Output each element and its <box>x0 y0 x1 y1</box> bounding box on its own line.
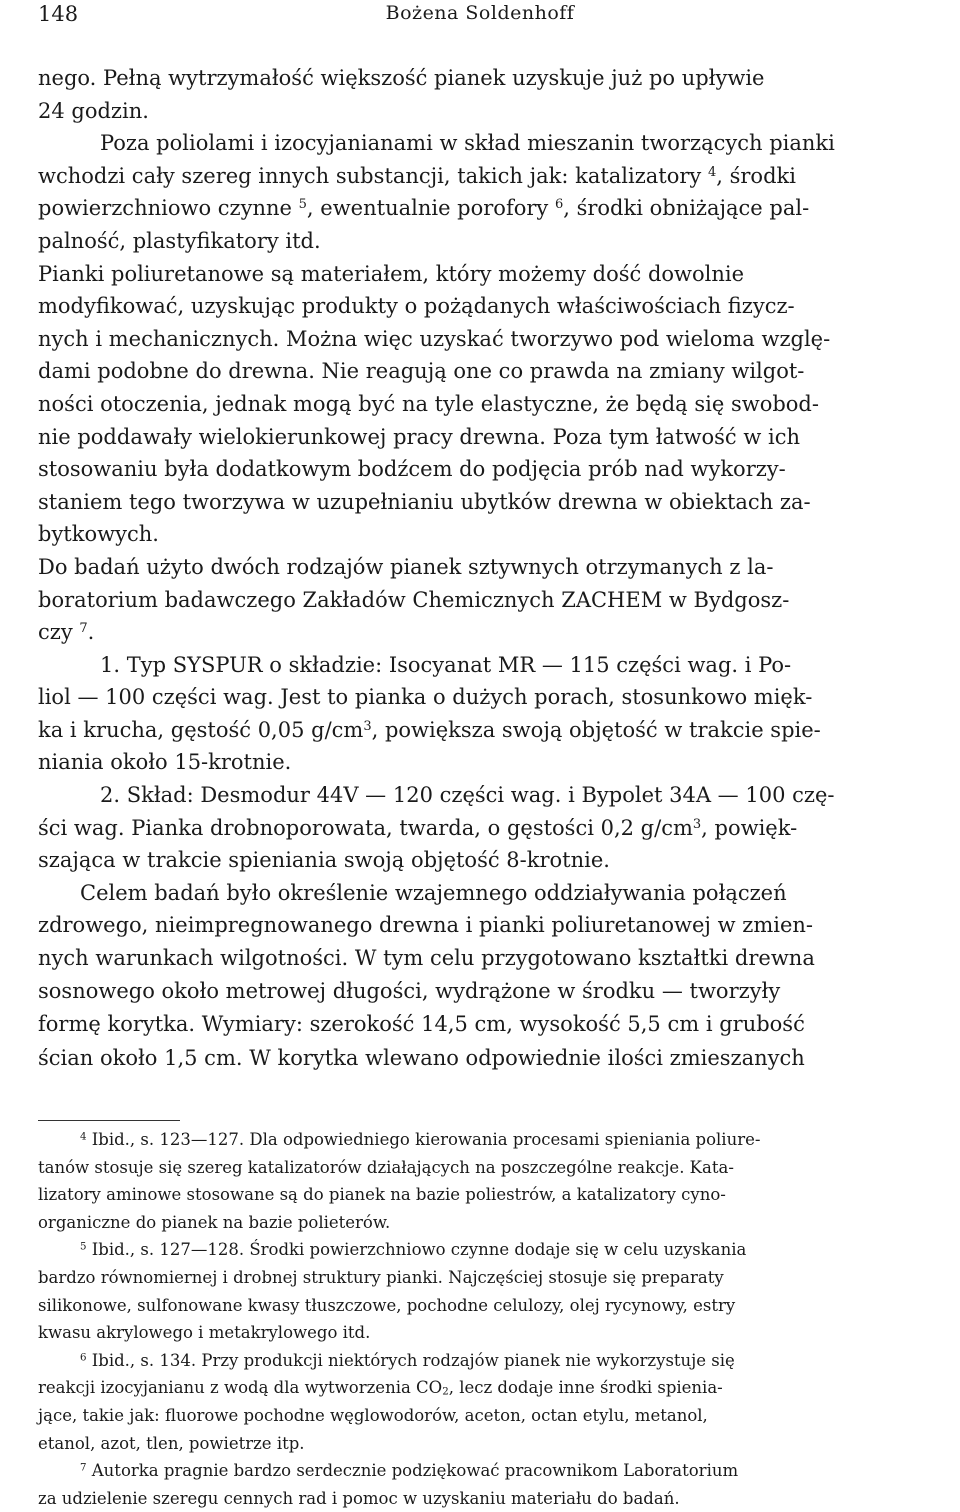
text-line: sosnowego około metrowej długości, wydrążone w środku — tworzyły <box>38 978 781 1003</box>
text-line: 1. Typ SYSPUR o składzie: Isocyanat MR — 115 części wag. i Po- <box>100 652 792 677</box>
footnote-line: kwasu akrylowego i metakrylowego itd. <box>38 1323 371 1343</box>
footnote-divider <box>38 1120 180 1121</box>
text-line: dami podobne do drewna. Nie reagują one co prawda na zmiany wilgot- <box>38 359 805 384</box>
footnote-ref-7: 7 <box>79 620 88 636</box>
footnote-line: lizatory aminowe stosowane są do pianek na bazie poliestrów, a katalizatory cyno- <box>38 1185 726 1205</box>
page-header <box>0 0 960 30</box>
text-line: nych warunkach wilgotności. W tym celu przygotowano kształtki drewna <box>38 946 815 971</box>
footnotes <box>38 1126 958 1512</box>
text-line: staniem tego tworzywa w uzupełnianiu ubytków drewna w obiektach za- <box>38 489 811 514</box>
text-line: szająca w trakcie spieniania swoją objętość 8-krotnie. <box>38 848 610 873</box>
text-line: Poza poliolami i izocyjanianami w skład mieszanin tworzących pianki <box>100 131 835 156</box>
page-number: 148 <box>38 2 79 26</box>
footnote-ref-5: 5 <box>298 197 307 213</box>
text-line: bytkowych. <box>38 522 159 547</box>
footnote-line: silikonowe, sulfonowane kwasy tłuszczowe, pochodne celulozy, olej rycynowy, estry <box>38 1295 736 1315</box>
footnote-5: $^5$ Ibid., s. 127—128. Środki powierzchniowo czynne dodaje się w celu uzyskania <box>80 1240 747 1260</box>
text-line: 2. Skład: Desmodur 44V — 120 części wag. i Bypolet 34A — 100 czę- <box>100 783 835 808</box>
text-line: nego. Pełną wytrzymałość większość pianek uzyskuje już po upływie <box>38 66 765 90</box>
footnote-line: za udzielenie szeregu cennych rad i pomoc w uzyskaniu materiału do badań. <box>38 1488 680 1508</box>
text-line: boratorium badawczego Zakładów Chemicznych ZACHEM w Bydgosz- <box>38 587 790 612</box>
text-line: liol — 100 części wag. Jest to pianka o dużych porach, stosunkowo mięk- <box>38 685 813 710</box>
text-line: ności otoczenia, jednak mogą być na tyle elastyczne, że będą się swobod- <box>38 391 819 416</box>
footnote-line: organiczne do pianek na bazie polieterów. <box>38 1212 391 1232</box>
footnote-line: bardzo równomiernej i drobnej struktury pianki. Najczęściej stosuje się preparaty <box>38 1267 724 1287</box>
text-line: niania około 15-krotnie. <box>38 750 292 775</box>
footnote-4: $^4$ Ibid., s. 123—127. Dla odpowiedniego kierowania procesami spieniania poliure- <box>80 1130 761 1149</box>
footnote-line: reakcji izocyjanianu z wodą dla wytworzenia $CO_2$, lecz dodaje inne środki spienia- <box>38 1378 723 1398</box>
footnote-ref-4: 4 <box>707 164 717 180</box>
text-line: ścian około 1,5 cm. W korytka wlewano odpowiednie ilości zmieszanych <box>38 1045 805 1070</box>
footnote-ref-6: 6 <box>554 197 564 213</box>
text-line: powierzchniowo czynne $^5$, ewentualnie porofory $^6$, środki obniżające pal- <box>38 196 810 221</box>
text-line: formę korytka. Wymiary: szerokość 14,5 cm, wysokość 5,5 cm i grubość <box>38 1012 805 1037</box>
text-line: czy $^7$. <box>38 620 95 645</box>
body-text <box>38 62 958 1075</box>
footnote-line: jące, takie jak: fluorowe pochodne węglowodorów, aceton, octan etylu, metanol, <box>38 1405 708 1425</box>
text-line: Celem badań było określenie wzajemnego oddziaływania połączeń <box>80 880 787 905</box>
text-line: nie poddawały wielokierunkowej pracy drewna. Poza tym łatwość w ich <box>38 424 800 449</box>
text-line: Pianki poliuretanowe są materiałem, który możemy dość dowolnie <box>38 261 745 286</box>
footnote-line: etanol, azot, tlen, powietrze itp. <box>38 1433 305 1453</box>
footnote-6: $^6$ Ibid., s. 134. Przy produkcji niektórych rodzajów pianek nie wykorzystuje się <box>80 1350 735 1370</box>
text-line: Do badań użyto dwóch rodzajów pianek sztywnych otrzymanych z la- <box>38 554 774 579</box>
text-line: stosowaniu była dodatkowym bodźcem do podjęcia prób nad wykorzy- <box>38 457 786 482</box>
text-line: 24 godzin. <box>38 98 149 123</box>
footnote-line: tanów stosuje się szereg katalizatorów działających na poszczególne reakcje. Kata- <box>38 1157 734 1177</box>
text-line: zdrowego, nieimpregnowanego drewna i pianki poliuretanowej w zmien- <box>38 913 813 938</box>
footnote-7: $^7$ Autorka pragnie bardzo serdecznie podziękować pracownikom Laboratorium <box>80 1461 739 1481</box>
text-line: modyfikować, uzyskując produkty o pożądanych właściwościach fizycz- <box>38 294 795 319</box>
text-line: wchodzi cały szereg innych substancji, takich jak: katalizatory $^4$, środki <box>38 163 796 188</box>
text-line: nych i mechanicznych. Można więc uzyskać tworzywo pod wieloma wzglę- <box>38 326 831 351</box>
text-line: ści wag. Pianka drobnoporowata, twarda, o gęstości 0,2 $g/cm^3$, powięk- <box>38 815 798 840</box>
text-line: palność, plastyfikatory itd. <box>38 228 321 253</box>
text-line: ka i krucha, gęstość 0,05 $g/cm^3$, powiększa swoją objętość w trakcie spie- <box>38 717 821 742</box>
running-head: Bożena Soldenhoff <box>385 2 575 24</box>
